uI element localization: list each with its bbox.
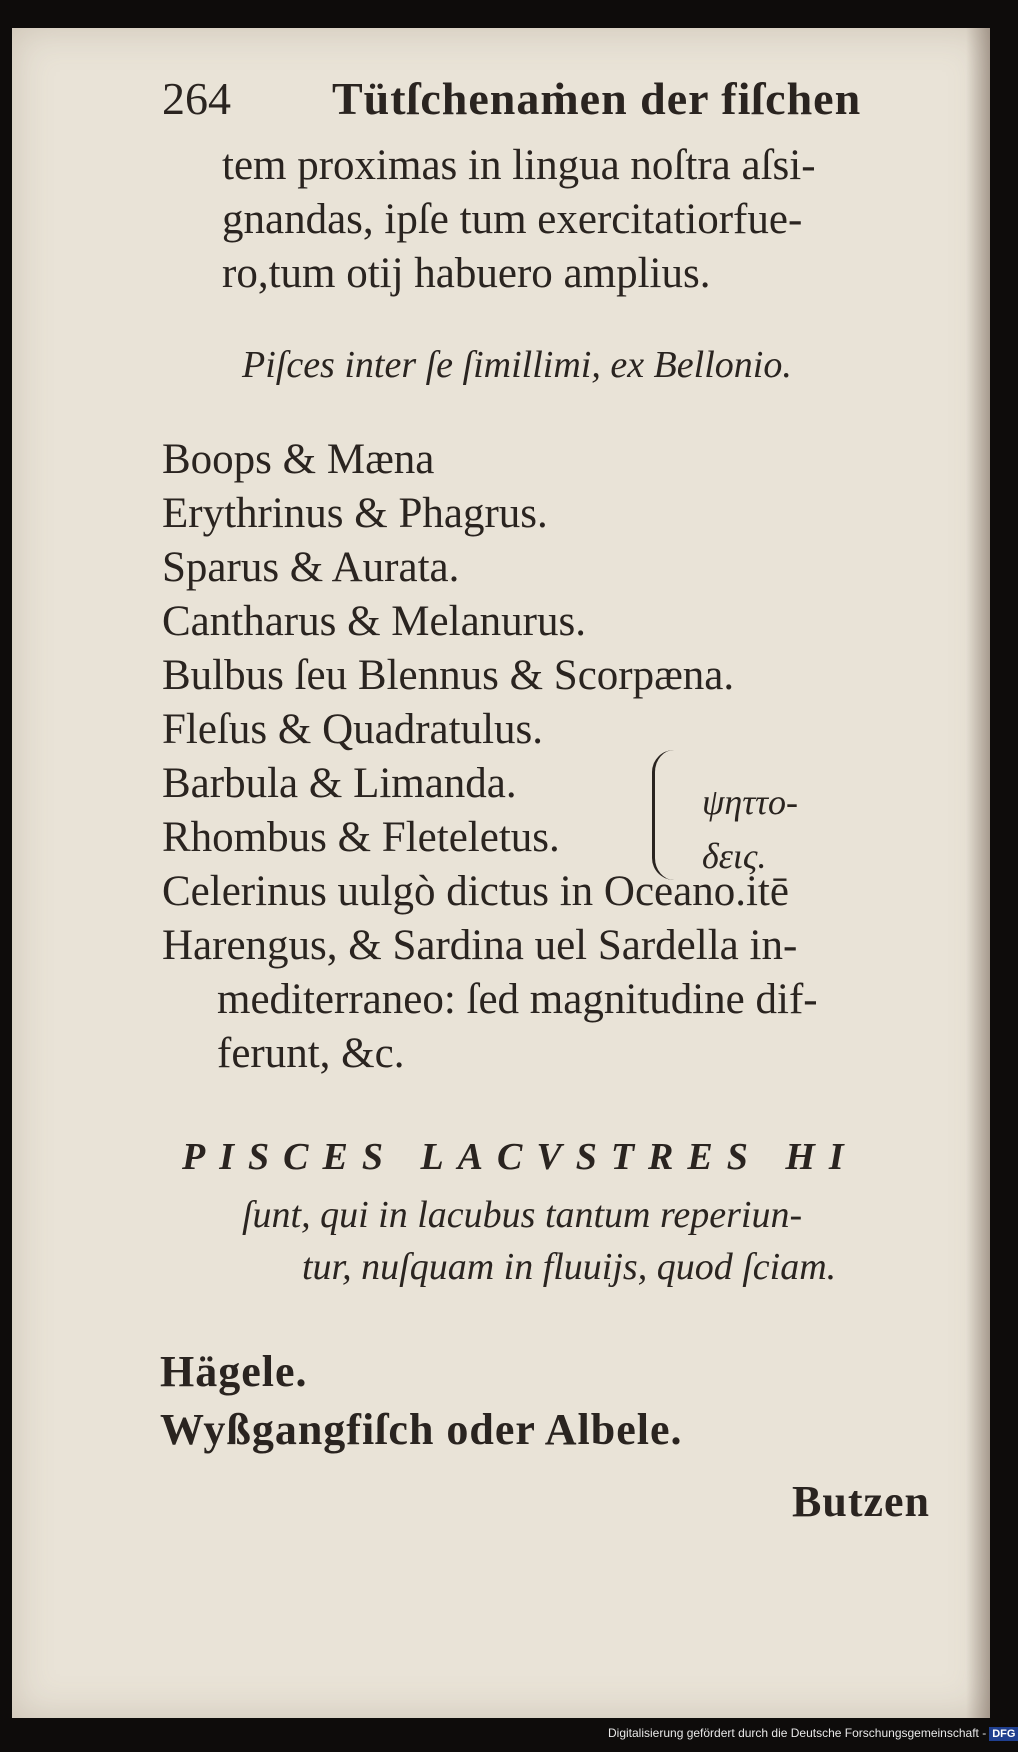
list-item: Rhombus & Fleteletus. bbox=[162, 814, 560, 861]
text-line: tem proximas in lingua noſtra aſsi- bbox=[222, 142, 816, 189]
section-heading-caps: PISCES LACVSTRES HI bbox=[182, 1136, 858, 1178]
greek-note: ψηττο- bbox=[702, 782, 798, 822]
list-item: Barbula & Limanda. bbox=[162, 760, 517, 807]
digitization-footer bbox=[608, 1726, 1018, 1741]
page-number: 264 bbox=[162, 73, 231, 124]
list-item: Boops & Mæna bbox=[162, 436, 435, 483]
list-item: Hägele. bbox=[160, 1347, 308, 1396]
text-line: ro,tum otij habuero amplius. bbox=[222, 250, 711, 297]
brace-bracket bbox=[652, 750, 681, 880]
list-item: Wyßgangfiſch oder Albele. bbox=[160, 1405, 683, 1454]
list-item: Erythrinus & Phagrus. bbox=[162, 490, 548, 537]
list-item: Cantharus & Melanurus. bbox=[162, 598, 586, 645]
section-heading-line: ſunt, qui in lacubus tantum reperiun- bbox=[242, 1194, 803, 1236]
greek-note: δεις. bbox=[702, 836, 767, 876]
running-title: Tütſchenaṁen der fiſchen bbox=[332, 73, 862, 124]
list-item: Harengus, & Sardina uel Sardella in- bbox=[162, 922, 798, 969]
section-heading-line: tur, nuſquam in fluuijs, quod ſciam. bbox=[302, 1246, 837, 1288]
catchword: Butzen bbox=[792, 1477, 930, 1526]
dfg-logo: DFG bbox=[989, 1727, 1018, 1741]
book-page bbox=[12, 28, 990, 1718]
footer-text: Digitalisierung gefördert durch die Deutsche Forschungsgemeinschaft - bbox=[608, 1726, 987, 1740]
section-heading: Piſces inter ſe ſimillimi, ex Bellonio. bbox=[242, 344, 792, 386]
list-item: Fleſus & Quadratulus. bbox=[162, 706, 543, 753]
list-item: mediterraneo: ſed magnitudine dif- bbox=[217, 976, 818, 1023]
list-item: Bulbus ſeu Blennus & Scorpæna. bbox=[162, 652, 735, 699]
list-item: Celerinus uulgò dictus in Oceano.itē bbox=[162, 868, 789, 915]
text-line: gnandas, ipſe tum exercitatiorfue- bbox=[222, 196, 803, 243]
list-item: Sparus & Aurata. bbox=[162, 544, 460, 591]
list-item: ferunt, &c. bbox=[217, 1030, 405, 1077]
